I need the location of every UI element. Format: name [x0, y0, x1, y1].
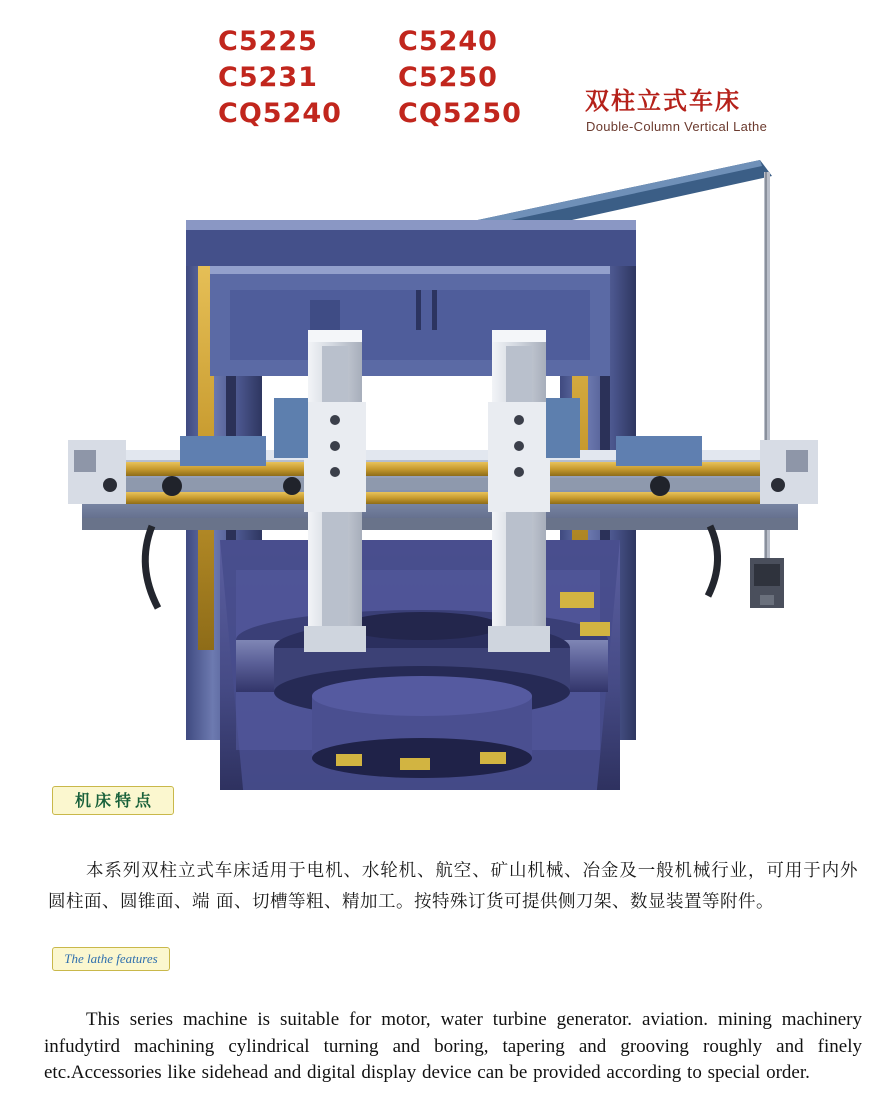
top-crossbeam	[186, 220, 636, 376]
page-header	[0, 26, 895, 136]
page-title-chinese: 双柱立式车床	[585, 87, 741, 115]
features-tag-english	[52, 947, 170, 971]
features-body-english: This series machine is suitable for motor, water turbine generator. aviation. mining machinery infudytird machining cylindrical turning and boring, tapering and grooving roughly and finely etc.Accessories like sidehead and digital display device can be provided according to special order.	[44, 1009, 862, 1083]
model-code-list	[218, 26, 568, 134]
model-code: C5240	[398, 26, 498, 57]
features-tag-chinese	[52, 786, 174, 815]
features-tag-chinese-label: 机床特点	[74, 791, 155, 810]
model-code: C5225	[218, 26, 318, 57]
page-title-english: Double-Column Vertical Lathe	[586, 119, 768, 134]
features-body-chinese: 本系列双柱立式车床适用于电机、水轮机、航空、矿山机械、冶金及一般机械行业，可用于内外圆柱面、圆锥面、端 面、切槽等粗、精加工。按特殊订货可提供侧刀架、数显装置等附件。	[48, 860, 858, 912]
lathe-illustration	[60, 140, 850, 790]
model-code: C5250	[398, 62, 498, 93]
model-code: C5231	[218, 62, 318, 93]
model-code: CQ5250	[398, 98, 522, 129]
features-tag-english-label: The lathe features	[64, 951, 158, 966]
hoist-chain	[750, 172, 784, 608]
machine-photo	[60, 140, 850, 790]
model-code: CQ5240	[218, 98, 342, 129]
